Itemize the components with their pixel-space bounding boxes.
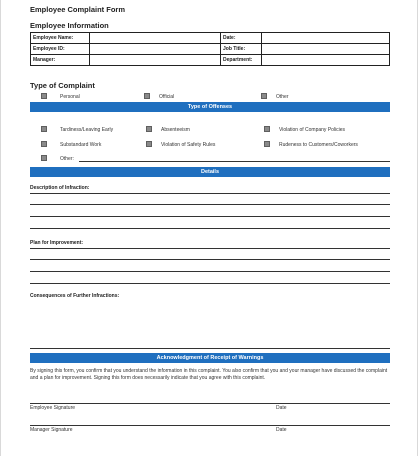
employee-date-label: Date xyxy=(276,405,287,411)
other-offense-label: Other: xyxy=(60,156,74,162)
plan-line[interactable] xyxy=(30,259,390,260)
employee-info-table xyxy=(30,32,390,66)
description-line[interactable] xyxy=(30,216,390,217)
personal-checkbox[interactable] xyxy=(41,93,47,99)
details-bar: Details xyxy=(30,167,390,177)
form-title: Employee Complaint Form xyxy=(30,5,126,14)
consequences-line[interactable] xyxy=(30,348,390,349)
employee-name-label: Employee Name: xyxy=(31,33,90,44)
absenteeism-checkbox[interactable] xyxy=(146,126,152,132)
plan-line[interactable] xyxy=(30,248,390,249)
manager-label: Manager: xyxy=(31,55,90,66)
manager-signature-line[interactable] xyxy=(30,425,390,426)
manager-field[interactable] xyxy=(90,55,221,66)
employee-id-field[interactable] xyxy=(90,44,221,55)
plan-label: Plan for Improvement: xyxy=(30,240,84,246)
rudeness-label: Rudeness to Customers/Coworkers xyxy=(279,142,358,148)
employee-signature-line[interactable] xyxy=(30,403,390,404)
department-label: Department: xyxy=(221,55,262,66)
job-title-label: Job Title: xyxy=(221,44,262,55)
description-line[interactable] xyxy=(30,204,390,205)
date-field[interactable] xyxy=(262,33,390,44)
policy-violation-label: Violation of Company Policies xyxy=(279,127,346,133)
official-checkbox[interactable] xyxy=(144,93,150,99)
other-offense-checkbox[interactable] xyxy=(41,155,47,161)
job-title-field[interactable] xyxy=(262,44,390,55)
description-line[interactable] xyxy=(30,228,390,229)
tardiness-checkbox[interactable] xyxy=(41,126,47,132)
official-label: Official xyxy=(159,94,175,100)
plan-line[interactable] xyxy=(30,271,390,272)
date-label: Date: xyxy=(221,33,262,44)
rudeness-checkbox[interactable] xyxy=(264,141,270,147)
employee-id-label: Employee ID: xyxy=(31,44,90,55)
other-offense-line[interactable] xyxy=(79,161,390,162)
type-of-offenses-bar: Type of Offenses xyxy=(30,102,390,112)
employee-name-field[interactable] xyxy=(90,33,221,44)
substandard-work-label: Substandard Work xyxy=(60,142,102,148)
other-type-checkbox[interactable] xyxy=(261,93,267,99)
manager-signature-label: Manager Signature xyxy=(30,427,73,433)
employee-signature-label: Employee Signature xyxy=(30,405,76,411)
manager-date-label: Date xyxy=(276,427,287,433)
absenteeism-label: Absenteeism xyxy=(161,127,190,133)
personal-label: Personal xyxy=(60,94,80,100)
employee-information-heading: Employee Information xyxy=(30,21,109,30)
consequences-label: Consequences of Further Infractions: xyxy=(30,293,120,299)
tardiness-label: Tardiness/Leaving Early xyxy=(60,127,114,133)
policy-violation-checkbox[interactable] xyxy=(264,126,270,132)
safety-violation-label: Violation of Safety Rules xyxy=(161,142,216,148)
plan-line[interactable] xyxy=(30,283,390,284)
department-field[interactable] xyxy=(262,55,390,66)
description-label: Description of Infraction: xyxy=(30,185,90,191)
acknowledgment-text: By signing this form, you confirm that you understand the information in this complaint. You also confirm that you and your manager have discussed the complaint and a plan for improvement. Signing this form does necessarily indicate that you agree with this complaint. xyxy=(30,368,388,381)
description-line[interactable] xyxy=(30,193,390,194)
other-type-label: Other xyxy=(276,94,289,100)
substandard-work-checkbox[interactable] xyxy=(41,141,47,147)
type-of-complaint-heading: Type of Complaint xyxy=(30,81,95,90)
acknowledgment-bar: Acknowledgment of Receipt of Warnings xyxy=(30,353,390,363)
safety-violation-checkbox[interactable] xyxy=(146,141,152,147)
